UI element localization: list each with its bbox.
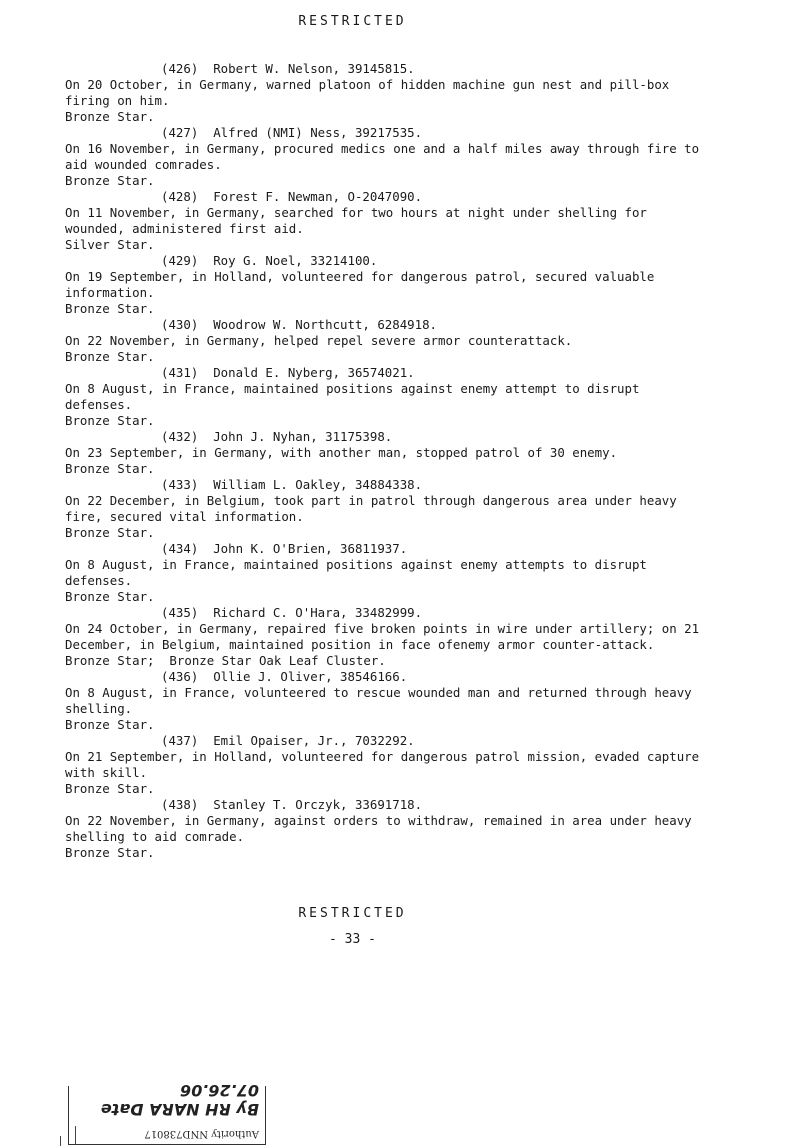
citation-entry xyxy=(65,365,705,429)
award: Silver Star. xyxy=(65,237,155,252)
soldier-name: (427) Alfred (NMI) Ness, 39217535. xyxy=(161,125,423,140)
soldier-name: (428) Forest F. Newman, O-2047090. xyxy=(161,189,423,204)
citation-entry xyxy=(65,317,705,365)
soldier-name: (432) John J. Nyhan, 31175398. xyxy=(161,429,393,444)
citation-text: On 20 October, in Germany, warned platoon of hidden machine gun nest and pill-box firing on him. xyxy=(65,77,670,108)
soldier-name: (437) Emil Opaiser, Jr., 7032292. xyxy=(161,733,415,748)
citation-list xyxy=(65,61,705,861)
citation-text: On 22 December, in Belgium, took part in patrol through dangerous area under heavy fire, secured vital information. xyxy=(65,493,677,524)
citation-entry xyxy=(65,189,705,253)
citation-entry xyxy=(65,605,705,669)
soldier-name: (431) Donald E. Nyberg, 36574021. xyxy=(161,365,415,380)
award: Bronze Star. xyxy=(65,589,155,604)
citation-entry xyxy=(65,733,705,797)
soldier-name: (430) Woodrow W. Northcutt, 6284918. xyxy=(161,317,438,332)
award: Bronze Star. xyxy=(65,349,155,364)
citation-text: On 19 September, in Holland, volunteered for dangerous patrol, secured valuable information. xyxy=(65,269,655,300)
award: Bronze Star. xyxy=(65,301,155,316)
soldier-name: (436) Ollie J. Oliver, 38546166. xyxy=(161,669,408,684)
citation-text: On 16 November, in Germany, procured medics one and a half miles away through fire to aid wounded comrades. xyxy=(65,141,700,172)
award: Bronze Star; Bronze Star Oak Leaf Cluster. xyxy=(65,653,386,668)
restricted-footer: RESTRICTED xyxy=(298,906,407,921)
citation-text: On 22 November, in Germany, against orders to withdraw, remained in area under heavy shelling to aid comrade. xyxy=(65,813,692,844)
citation-entry xyxy=(65,61,705,125)
citation-text: On 23 September, in Germany, with another man, stopped patrol of 30 enemy. xyxy=(65,445,618,460)
award: Bronze Star. xyxy=(65,781,155,796)
citation-entry xyxy=(65,477,705,541)
citation-entry xyxy=(65,669,705,733)
scan-mark xyxy=(60,1136,61,1146)
stamp-authority: Authority NND738017 xyxy=(144,1128,259,1139)
citation-text: On 8 August, in France, maintained positions against enemy attempts to disrupt defenses. xyxy=(65,557,647,588)
award: Bronze Star. xyxy=(65,525,155,540)
soldier-name: (435) Richard C. O'Hara, 33482999. xyxy=(161,605,423,620)
citation-text: On 21 September, in Holland, volunteered for dangerous patrol mission, evaded capture with skill. xyxy=(65,749,700,780)
soldier-name: (438) Stanley T. Orczyk, 33691718. xyxy=(161,797,423,812)
citation-entry xyxy=(65,797,705,861)
citation-text: On 8 August, in France, volunteered to rescue wounded man and returned through heavy shelling. xyxy=(65,685,692,716)
citation-text: On 11 November, in Germany, searched for two hours at night under shelling for wounded, administered first aid. xyxy=(65,205,647,236)
award: Bronze Star. xyxy=(65,109,155,124)
citation-text: On 24 October, in Germany, repaired five broken points in wire under artillery; on 21 December, in Belgium, maintained position in face ofenemy armor counter-attack. xyxy=(65,621,700,652)
award: Bronze Star. xyxy=(65,845,155,860)
soldier-name: (426) Robert W. Nelson, 39145815. xyxy=(161,61,415,76)
citation-entry xyxy=(65,429,705,477)
award: Bronze Star. xyxy=(65,173,155,188)
declassification-stamp xyxy=(68,1081,266,1145)
citation-entry xyxy=(65,125,705,189)
citation-entry xyxy=(65,253,705,317)
stamp-by-line: By RH NARA Date 07.26.06 xyxy=(100,1081,259,1119)
award: Bronze Star. xyxy=(65,413,155,428)
page-number: - 33 - xyxy=(329,932,376,947)
soldier-name: (433) William L. Oakley, 34884338. xyxy=(161,477,423,492)
soldier-name: (434) John K. O'Brien, 36811937. xyxy=(161,541,408,556)
soldier-name: (429) Roy G. Noel, 33214100. xyxy=(161,253,378,268)
citation-text: On 22 November, in Germany, helped repel severe armor counterattack. xyxy=(65,333,573,348)
citation-text: On 8 August, in France, maintained positions against enemy attempt to disrupt defenses. xyxy=(65,381,640,412)
award: Bronze Star. xyxy=(65,717,155,732)
restricted-header: RESTRICTED xyxy=(298,14,407,29)
citation-entry xyxy=(65,541,705,605)
award: Bronze Star. xyxy=(65,461,155,476)
